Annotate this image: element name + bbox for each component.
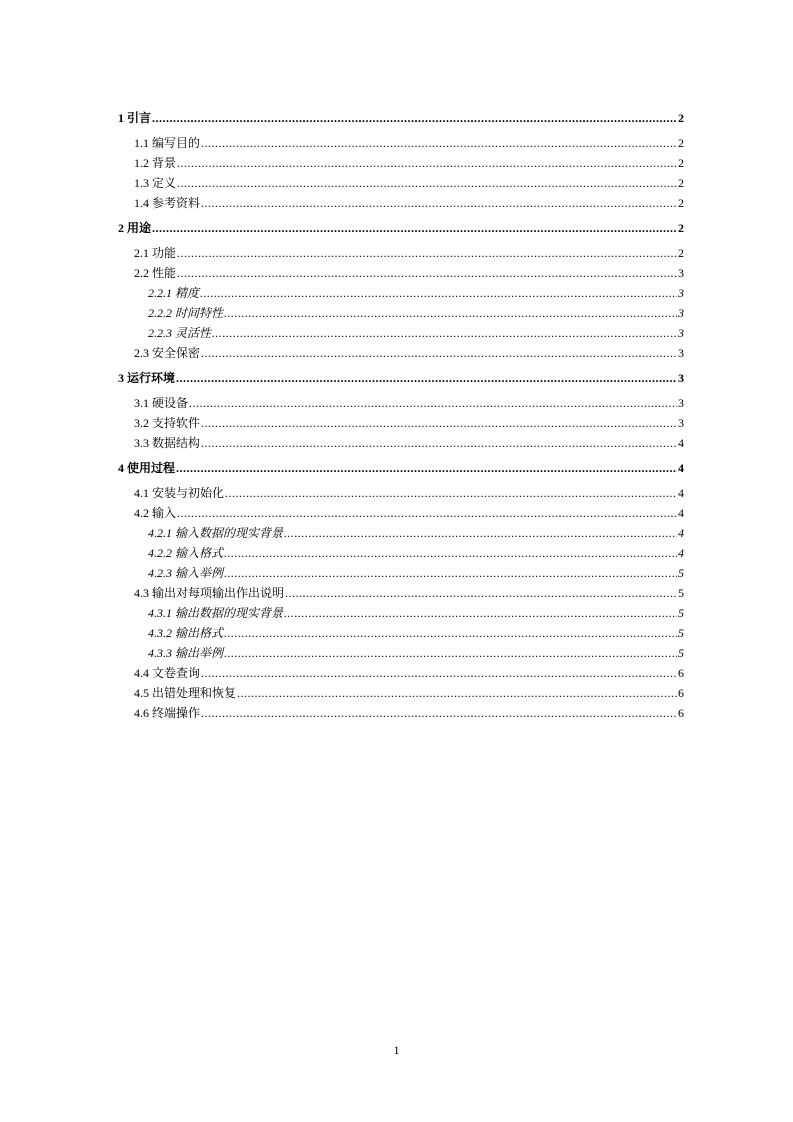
dot-leader	[201, 663, 677, 683]
toc-entry-level-2[interactable]	[118, 413, 684, 433]
toc-entry-page: 4	[678, 526, 684, 540]
toc-entry-level-1[interactable]	[118, 458, 684, 478]
toc-entry-title: 4.2.1 输入数据的现实背景	[148, 526, 284, 540]
toc-entry-page: 4	[678, 486, 684, 500]
toc-entry-title: 4.5 出错处理和恢复	[134, 686, 237, 700]
toc-entry-page: 4	[678, 546, 684, 560]
toc-entry-level-2[interactable]	[118, 483, 684, 503]
toc-entry-level-1[interactable]	[118, 368, 684, 388]
toc-entry-page: 3	[678, 306, 684, 320]
toc-entry-level-3[interactable]	[118, 323, 684, 343]
dot-leader	[200, 283, 677, 303]
toc-entry-title: 1.1 编写目的	[134, 136, 201, 150]
toc-entry-title: 3.3 数据结构	[134, 436, 201, 450]
toc-entry-title: 2.1 功能	[134, 246, 177, 260]
toc-entry-title: 4.2.2 输入格式	[148, 546, 224, 560]
toc-entry-page: 3	[678, 396, 684, 410]
toc-entry-level-2[interactable]	[118, 153, 684, 173]
toc-entry-title: 1.3 定义	[134, 176, 177, 190]
toc-entry-level-1[interactable]	[118, 108, 684, 128]
toc-entry-title: 1.2 背景	[134, 156, 177, 170]
dot-leader	[177, 153, 677, 173]
toc-entry-level-2[interactable]	[118, 173, 684, 193]
dot-leader	[201, 703, 677, 723]
toc-entry-level-2[interactable]	[118, 243, 684, 263]
toc-entry-title: 1.4 参考资料	[134, 196, 201, 210]
toc-entry-level-2[interactable]	[118, 133, 684, 153]
toc-entry-level-2[interactable]	[118, 343, 684, 363]
toc-entry-level-2[interactable]	[118, 193, 684, 213]
toc-entry-title: 2.3 安全保密	[134, 346, 201, 360]
toc-entry-title: 3 运行环境	[118, 371, 176, 385]
toc-entry-level-2[interactable]	[118, 263, 684, 283]
dot-leader	[177, 263, 677, 283]
dot-leader	[237, 683, 677, 703]
dot-leader	[201, 193, 677, 213]
toc-entry-level-3[interactable]	[118, 623, 684, 643]
toc-entry-title: 4.3.1 输出数据的现实背景	[148, 606, 284, 620]
toc-entry-page: 3	[678, 286, 684, 300]
toc-entry-title: 4.3 输出对每项输出作出说明	[134, 586, 285, 600]
dot-leader	[224, 643, 677, 663]
dot-leader	[189, 393, 677, 413]
toc-entry-level-3[interactable]	[118, 603, 684, 623]
dot-leader	[224, 543, 677, 563]
toc-entry-title: 4.4 文卷查询	[134, 666, 201, 680]
toc-entry-level-3[interactable]	[118, 303, 684, 323]
toc-entry-title: 4.2.3 输入举例	[148, 566, 224, 580]
toc-entry-title: 4 使用过程	[118, 461, 176, 475]
toc-entry-title: 4.6 终端操作	[134, 706, 201, 720]
dot-leader	[201, 133, 677, 153]
toc-entry-level-2[interactable]	[118, 393, 684, 413]
toc-entry-page: 4	[678, 461, 684, 475]
toc-entry-title: 4.1 安装与初始化	[134, 486, 225, 500]
dot-leader	[152, 218, 677, 238]
toc-entry-title: 2 用途	[118, 221, 152, 235]
toc-entry-page: 2	[678, 136, 684, 150]
toc-entry-page: 5	[678, 586, 684, 600]
dot-leader	[285, 583, 677, 603]
toc-entry-level-3[interactable]	[118, 523, 684, 543]
toc-entry-page: 2	[678, 246, 684, 260]
toc-entry-level-3[interactable]	[118, 563, 684, 583]
toc-entry-page: 2	[678, 196, 684, 210]
toc-entry-page: 5	[678, 566, 684, 580]
dot-leader	[224, 303, 677, 323]
table-of-contents	[118, 108, 684, 723]
toc-entry-level-2[interactable]	[118, 663, 684, 683]
toc-entry-page: 2	[678, 221, 684, 235]
toc-entry-page: 6	[678, 706, 684, 720]
toc-entry-page: 4	[678, 506, 684, 520]
dot-leader	[177, 503, 677, 523]
dot-leader	[212, 323, 677, 343]
dot-leader	[201, 433, 677, 453]
toc-entry-page: 3	[678, 371, 684, 385]
toc-entry-level-3[interactable]	[118, 283, 684, 303]
toc-entry-page: 5	[678, 626, 684, 640]
dot-leader	[201, 343, 677, 363]
toc-entry-title: 4.3.2 输出格式	[148, 626, 224, 640]
toc-entry-title: 2.2.1 精度	[148, 286, 200, 300]
toc-entry-title: 2.2.3 灵活性	[148, 326, 212, 340]
page-number: 1	[393, 1043, 400, 1057]
toc-entry-level-2[interactable]	[118, 703, 684, 723]
toc-entry-title: 4.2 输入	[134, 506, 177, 520]
toc-entry-page: 4	[678, 436, 684, 450]
toc-entry-page: 2	[678, 176, 684, 190]
toc-entry-title: 3.1 硬设备	[134, 396, 189, 410]
toc-entry-page: 5	[678, 646, 684, 660]
toc-entry-level-3[interactable]	[118, 643, 684, 663]
toc-entry-level-2[interactable]	[118, 433, 684, 453]
dot-leader	[177, 173, 677, 193]
toc-entry-level-2[interactable]	[118, 503, 684, 523]
toc-entry-level-2[interactable]	[118, 683, 684, 703]
dot-leader	[201, 413, 677, 433]
toc-entry-page: 3	[678, 416, 684, 430]
toc-entry-title: 2.2.2 时间特性	[148, 306, 224, 320]
toc-entry-level-2[interactable]	[118, 583, 684, 603]
toc-entry-title: 1 引言	[118, 111, 152, 125]
toc-entry-page: 3	[678, 266, 684, 280]
toc-entry-level-1[interactable]	[118, 218, 684, 238]
toc-entry-page: 3	[678, 326, 684, 340]
dot-leader	[152, 108, 677, 128]
dot-leader	[176, 458, 677, 478]
toc-entry-page: 2	[678, 156, 684, 170]
dot-leader	[176, 368, 677, 388]
dot-leader	[284, 603, 677, 623]
toc-entry-title: 4.3.3 输出举例	[148, 646, 224, 660]
toc-entry-page: 2	[678, 111, 684, 125]
dot-leader	[224, 563, 677, 583]
toc-entry-page: 6	[678, 666, 684, 680]
toc-entry-level-3[interactable]	[118, 543, 684, 563]
toc-entry-page: 6	[678, 686, 684, 700]
toc-entry-title: 2.2 性能	[134, 266, 177, 280]
dot-leader	[224, 623, 677, 643]
dot-leader	[225, 483, 677, 503]
dot-leader	[177, 243, 677, 263]
toc-entry-page: 3	[678, 346, 684, 360]
toc-entry-title: 3.2 支持软件	[134, 416, 201, 430]
dot-leader	[284, 523, 677, 543]
toc-entry-page: 5	[678, 606, 684, 620]
